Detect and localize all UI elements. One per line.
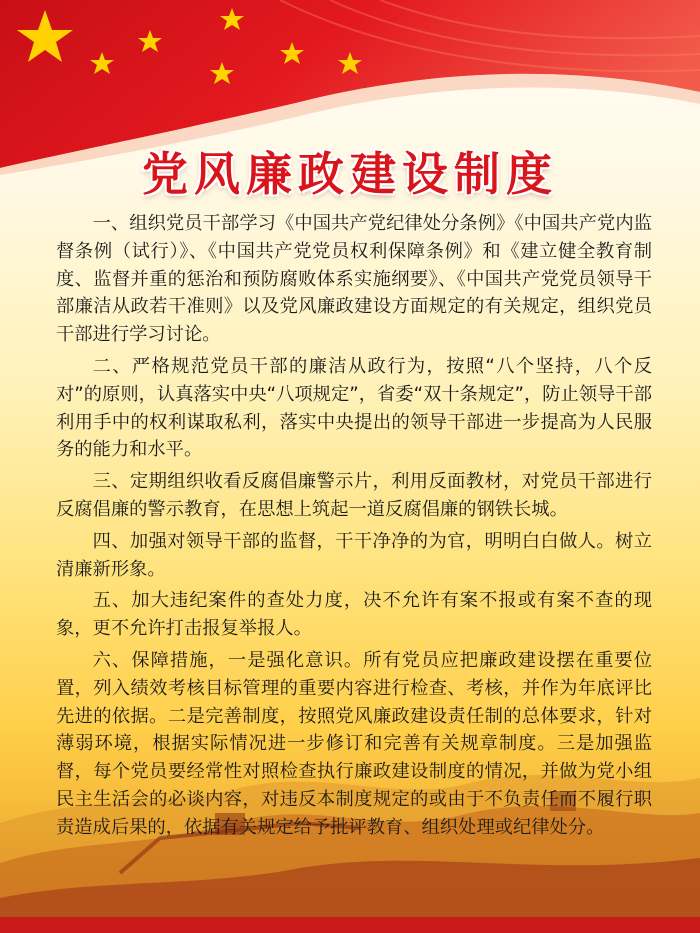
document-body <box>56 210 652 846</box>
page-title: 党风廉政建设制度 <box>142 147 558 201</box>
paragraph-5: 五、加大违纪案件的查处力度，决不允许有案不报或有案不查的现象，更不允许打击报复举报人。 <box>56 590 652 640</box>
paragraph-1: 一、组织党员干部学习《中国共产党纪律处分条例》《中国共产党内监督条例（试行）》、《中国共产党党员权利保障条例》和《建立健全教育制度、监督并重的惩治和预防腐败体系实施纲要》、《中国共产党党员领导干部廉洁从政若干准则》以及党风廉政建设方面规定的有关规定，组织党员干部进行学习讨论。 <box>56 213 652 346</box>
paragraph-4: 四、加强对领导干部的监督，干干净净的为官，明明白白做人。树立清廉新形象。 <box>56 530 652 580</box>
paragraph-6: 六、保障措施，一是强化意识。所有党员应把廉政建设摆在重要位置，列入绩效考核目标管理的重要内容进行检查、考核，并作为年底评比先进的依据。二是完善制度，按照党风廉政建设责任制的总体要求，针对薄弱环境，根据实际情况进一步修订和完善有关规章制度。三是加强监督，每个党员要经常性对照检查执行廉政建设制度的情况，并做为党小组民主生活会的必谈内容，对违反本制度规定的或由于不负责任而不履行职责造成后果的，依据有关规定给予批评教育、组织处理或纪律处分。 <box>56 649 652 838</box>
paragraph-2: 二、严格规范党员干部的廉洁从政行为，按照“八个坚持，八个反对”的原则，认真落实中央“八项规定”，省委“双十条规定”，防止领导干部利用手中的权利谋取私利，落实中央提出的领导干部进一步提高为人民服务的能力和水平。 <box>56 355 652 461</box>
paragraph-3: 三、定期组织收看反腐倡廉警示片，利用反面教材，对党员干部进行反腐倡廉的警示教育，在思想上筑起一道反腐倡廉的钢铁长城。 <box>56 471 652 520</box>
